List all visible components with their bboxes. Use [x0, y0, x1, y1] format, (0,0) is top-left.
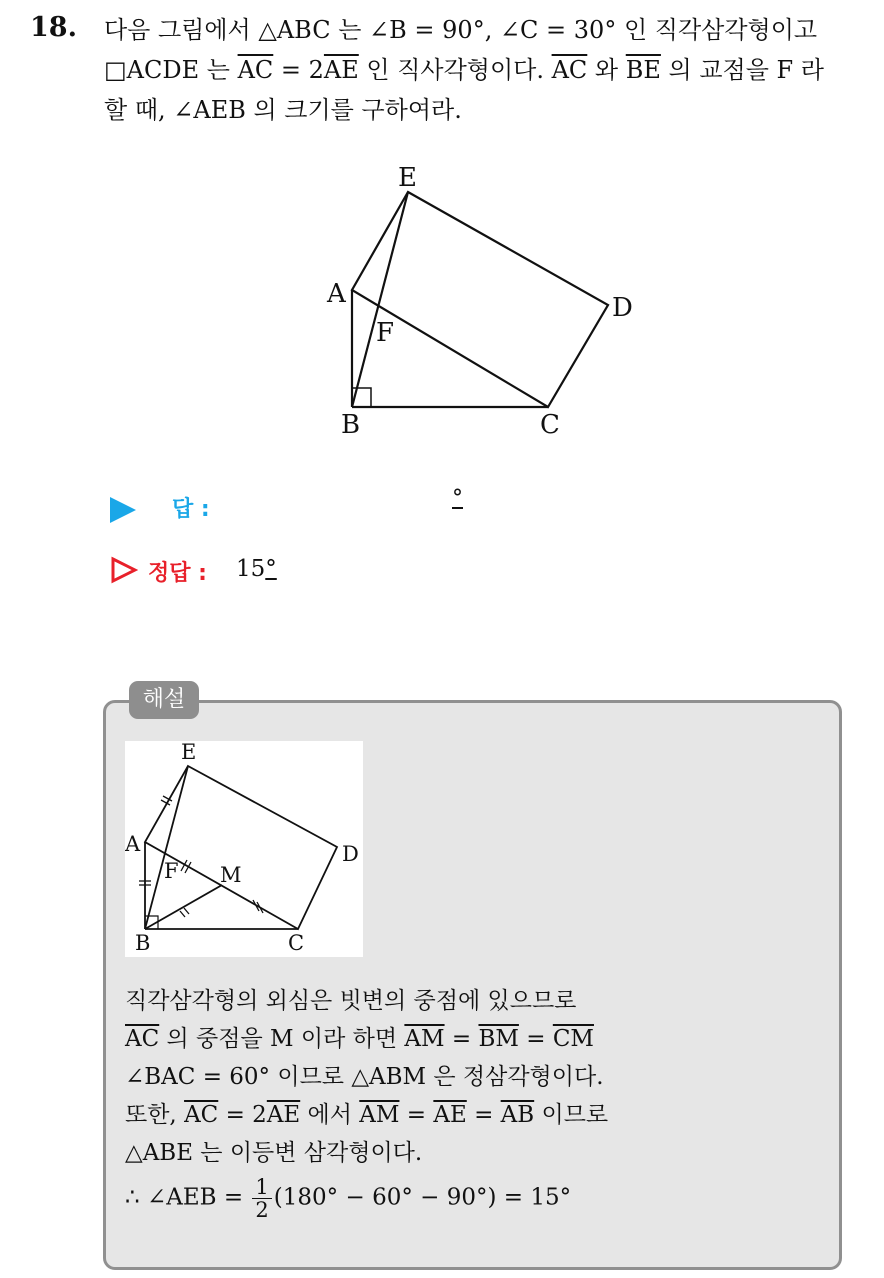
explanation-figure — [125, 741, 363, 957]
exp-l4-t4: = — [466, 1102, 501, 1128]
exp-rectangle-acde — [145, 766, 337, 929]
q-line2-mid: = 2 — [273, 56, 324, 84]
exp-label-m: M — [220, 863, 242, 887]
answer-arrow-icon — [110, 497, 136, 523]
correct-number: 15 — [236, 556, 266, 582]
label-e: E — [398, 163, 417, 193]
exp-l4-seg-am: $\overline{AM}$ — [359, 1102, 400, 1128]
explanation-tab: 해설 — [129, 681, 199, 719]
exp-l4-t3: = — [399, 1102, 434, 1128]
exp-line-2 — [125, 1020, 825, 1058]
exp-line-6 — [125, 1176, 825, 1221]
q-line2-post: 인 직사각형이다. — [358, 56, 552, 84]
exp-l4-t5: 이므로 — [534, 1102, 609, 1128]
label-b: B — [341, 410, 361, 440]
explanation-figure-svg — [125, 741, 363, 957]
label-c: C — [540, 410, 560, 440]
segment-be: $\overline{BE}$ — [625, 56, 661, 84]
question-line-1: 다음 그림에서 △ABC 는 ∠B = 90°, ∠C = 30° 인 직각삼각형이고 — [104, 16, 818, 44]
segment-ac-2: $\overline{AC}$ — [551, 56, 588, 84]
exp-l4-t2: 에서 — [300, 1102, 360, 1128]
exp-segment-bm — [145, 885, 222, 929]
exp-segment-eb — [145, 766, 188, 929]
answer-label: 답 : — [172, 497, 210, 522]
exp-line-1: 직각삼각형의 외심은 빗변의 중점에 있으므로 — [125, 988, 577, 1014]
exp-l2-t2: = — [444, 1026, 479, 1052]
fraction-half — [252, 1176, 271, 1221]
q-line2-post2: 의 교점을 F 라 — [660, 56, 824, 84]
exp-line-4 — [125, 1096, 825, 1134]
q-line2-pre: □ACDE 는 — [104, 56, 238, 84]
exp-line-3: ∠BAC = 60° 이므로 △ABM 은 정삼각형이다. — [125, 1064, 604, 1090]
exp-l4-t1: = 2 — [218, 1102, 267, 1128]
exp-l6-pre: ∴ ∠AEB = — [125, 1184, 251, 1211]
exp-seg-ac: $\overline{AC}$ — [125, 1026, 160, 1052]
exp-l4-seg-ae: $\overline{AE}$ — [266, 1102, 301, 1128]
exp-seg-am: $\overline{AM}$ — [404, 1026, 445, 1052]
correct-unit: ° — [265, 556, 277, 582]
exp-line-5: △ABE 는 이등변 삼각형이다. — [125, 1140, 423, 1166]
correct-arrow-icon — [110, 556, 138, 584]
exp-l2-t1: 의 중점을 M 이라 하면 — [159, 1026, 405, 1052]
q-line2-mid2: 와 — [587, 56, 626, 84]
explanation-text — [125, 982, 825, 1221]
exp-l4-seg-ac: $\overline{AC}$ — [184, 1102, 219, 1128]
label-f: F — [376, 318, 395, 348]
question-figure — [0, 0, 884, 460]
exp-label-f: F — [164, 859, 179, 883]
segment-eb — [352, 192, 408, 407]
exp-label-d: D — [342, 842, 359, 866]
exp-l4-seg-ab: $\overline{AB}$ — [500, 1102, 535, 1128]
correct-label: 정답 : — [148, 561, 207, 586]
question-line-3: 할 때, ∠AEB 의 크기를 구하여라. — [104, 96, 462, 124]
fraction-denominator: 2 — [255, 1198, 269, 1222]
segment-ae: $\overline{AE}$ — [323, 56, 359, 84]
rectangle-acde — [352, 192, 608, 407]
figure-lines — [352, 192, 608, 407]
exp-l6-post: (180° − 60° − 90°) = 15° — [273, 1184, 572, 1211]
fraction-numerator: 1 — [252, 1176, 271, 1199]
exp-label-b: B — [135, 931, 151, 955]
exp-label-e: E — [181, 741, 197, 764]
exp-seg-cm: $\overline{CM}$ — [552, 1026, 594, 1052]
label-a: A — [327, 279, 346, 309]
exp-l4-t0: 또한, — [125, 1102, 185, 1128]
exp-label-a: A — [125, 832, 141, 856]
exp-label-c: C — [288, 931, 305, 955]
label-d: D — [612, 293, 633, 323]
correct-value — [236, 556, 277, 582]
exp-l2-t3: = — [518, 1026, 553, 1052]
answer-unit: ° — [452, 486, 463, 511]
exp-l4-seg-ae2: $\overline{AE}$ — [433, 1102, 467, 1128]
segment-ac: $\overline{AC}$ — [237, 56, 274, 84]
exp-seg-bm: $\overline{BM}$ — [478, 1026, 519, 1052]
question-number: 18. — [30, 12, 77, 43]
